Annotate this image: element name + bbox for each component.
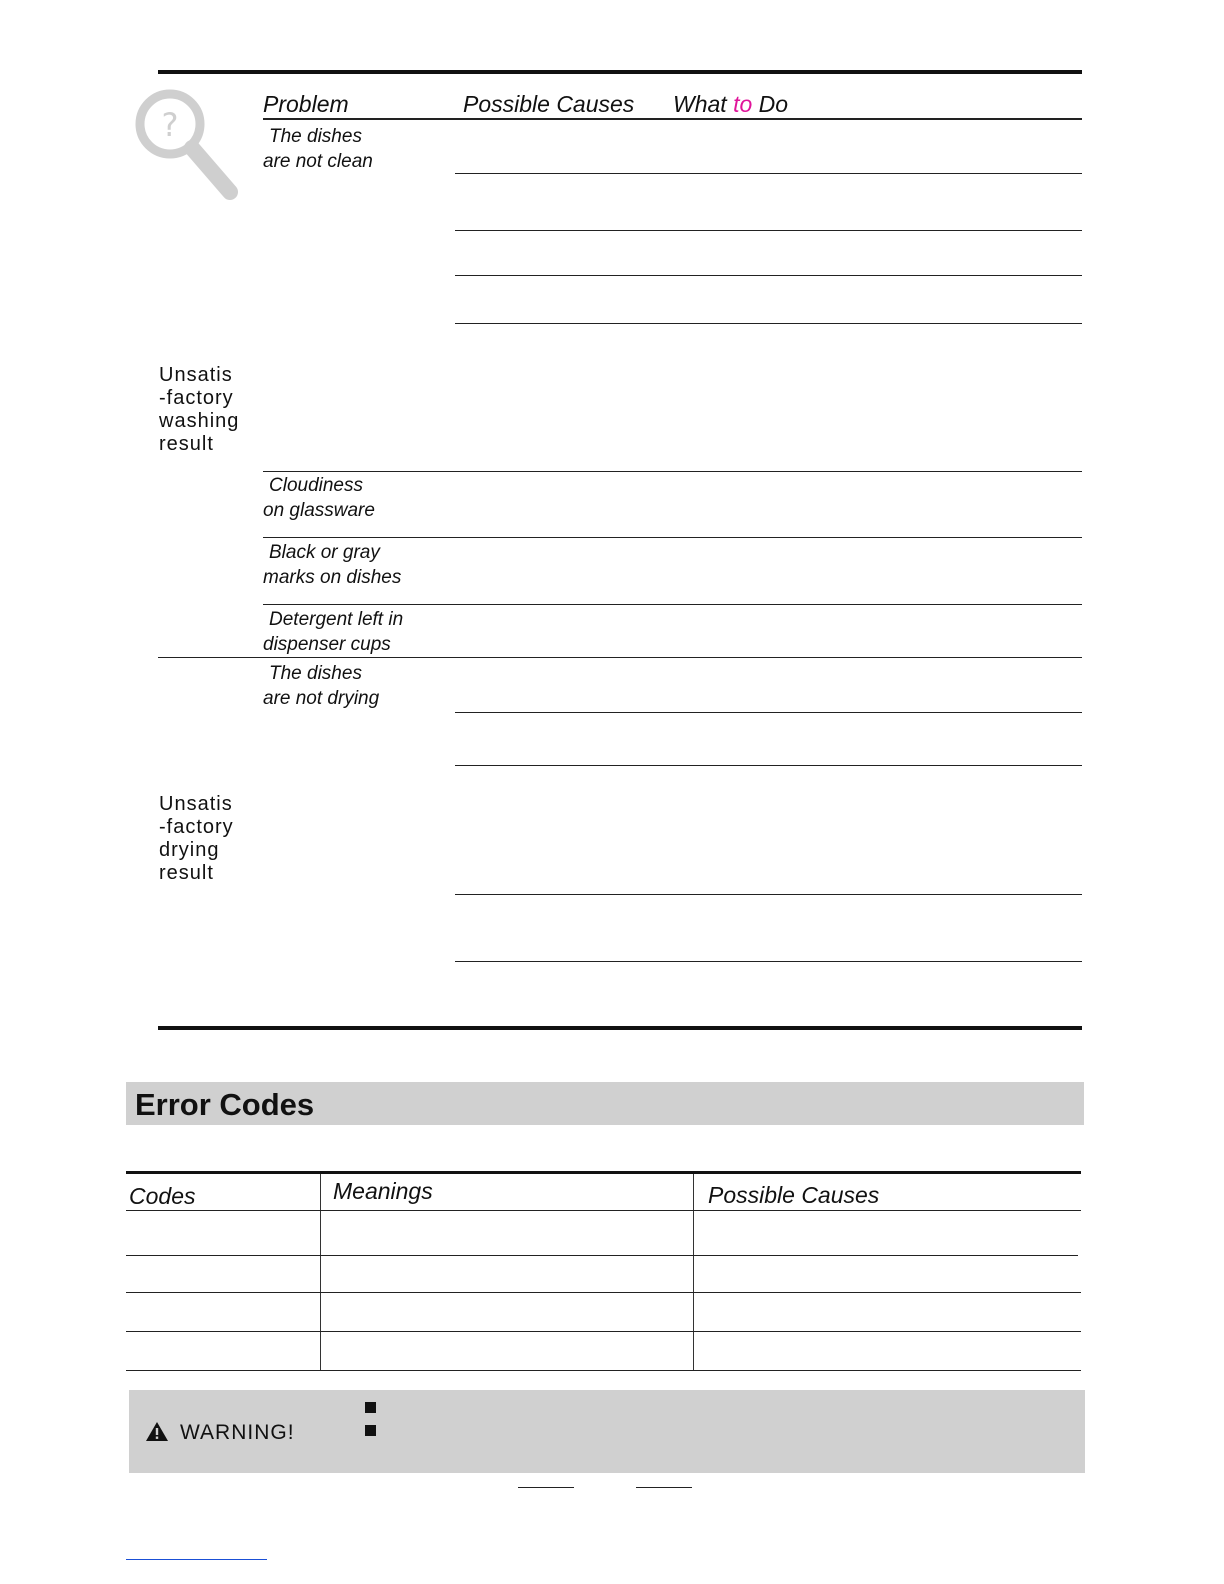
category-line: washing xyxy=(159,410,240,432)
category-line: result xyxy=(159,433,214,455)
warning-bullet xyxy=(365,1402,376,1413)
category-divider xyxy=(158,657,1082,658)
error-row-divider xyxy=(126,1331,1081,1332)
problem-detergent-left xyxy=(263,607,403,657)
category-line: Unsatis xyxy=(159,793,233,815)
cause-divider xyxy=(455,230,1082,231)
header-what-to-do xyxy=(673,91,788,118)
problem-cloudiness xyxy=(263,473,375,523)
error-col-divider xyxy=(320,1174,321,1371)
problem-line: Cloudiness xyxy=(269,475,363,496)
problem-line: The dishes xyxy=(269,663,362,684)
error-codes-title: Error Codes xyxy=(135,1087,315,1122)
warning-bullet xyxy=(365,1425,376,1436)
category-drying-result xyxy=(159,793,234,885)
problem-divider xyxy=(263,604,1082,605)
cause-divider xyxy=(455,275,1082,276)
cause-divider xyxy=(455,173,1082,174)
category-line: -factory xyxy=(159,816,234,838)
warning-label: WARNING! xyxy=(180,1421,295,1444)
error-header-meanings: Meanings xyxy=(333,1178,433,1204)
svg-text:?: ? xyxy=(161,106,179,144)
footer-link-underline xyxy=(126,1559,267,1560)
problem-line: on glassware xyxy=(263,500,375,521)
header-what-to-do-highlight: to xyxy=(733,91,753,117)
header-problem: Problem xyxy=(263,91,349,117)
troubleshooting-top-rule xyxy=(158,70,1082,74)
error-header-codes: Codes xyxy=(129,1183,196,1209)
footer-rule xyxy=(636,1487,692,1488)
error-row-divider xyxy=(126,1292,1081,1293)
header-what-to-do-prefix: What xyxy=(673,91,734,117)
header-possible-causes: Possible Causes xyxy=(463,91,635,117)
problem-dishes-not-drying xyxy=(263,661,379,711)
footer-rule xyxy=(518,1487,574,1488)
troubleshooting-bottom-rule xyxy=(158,1026,1082,1030)
header-rule xyxy=(263,118,1082,120)
error-row-divider xyxy=(126,1255,1078,1256)
problem-dishes-not-clean xyxy=(263,124,373,174)
problem-line: marks on dishes xyxy=(263,567,402,588)
magnifier-question-icon xyxy=(132,86,242,204)
problem-line: dispenser cups xyxy=(263,634,391,655)
category-line: -factory xyxy=(159,387,234,409)
problem-divider xyxy=(263,537,1082,538)
cause-divider xyxy=(455,961,1082,962)
problem-divider xyxy=(263,471,1082,472)
category-line: drying xyxy=(159,839,220,861)
cause-divider xyxy=(455,323,1082,324)
category-washing-result xyxy=(159,364,239,456)
category-line: Unsatis xyxy=(159,364,233,386)
problem-line: Detergent left in xyxy=(269,609,404,630)
problem-black-gray-marks xyxy=(263,540,401,590)
problem-line: are not clean xyxy=(263,151,373,172)
error-row-divider xyxy=(126,1210,1081,1211)
category-line: result xyxy=(159,862,214,884)
problem-line: The dishes xyxy=(269,126,362,147)
warning-triangle-icon xyxy=(145,1421,169,1442)
error-row-divider xyxy=(126,1370,1081,1371)
cause-divider xyxy=(455,712,1082,713)
problem-line: are not drying xyxy=(263,688,380,709)
error-codes-top-rule xyxy=(126,1171,1081,1174)
cause-divider xyxy=(455,765,1082,766)
error-col-divider xyxy=(693,1174,694,1371)
problem-line: Black or gray xyxy=(269,542,380,563)
header-what-to-do-suffix: Do xyxy=(752,91,789,117)
error-header-possible-causes: Possible Causes xyxy=(708,1182,880,1208)
cause-divider xyxy=(455,894,1082,895)
